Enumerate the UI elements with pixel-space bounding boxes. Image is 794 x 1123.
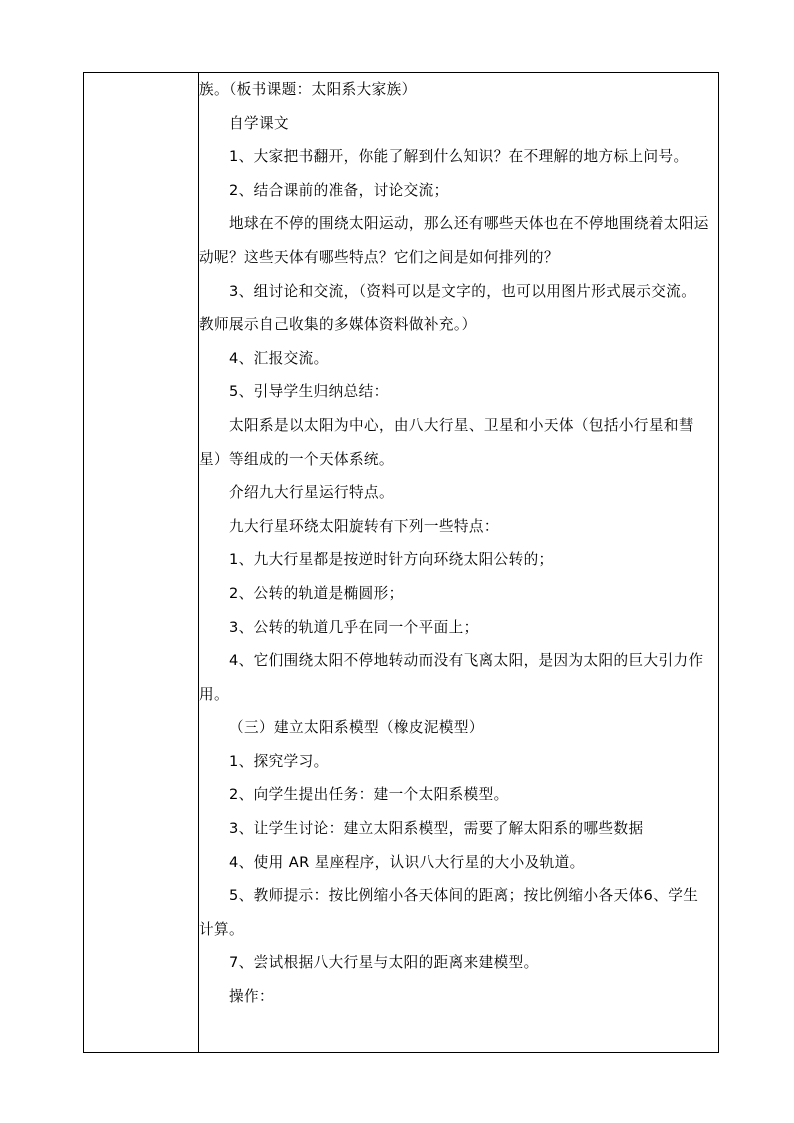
- paragraph-17: 2、向学生提出任务：建一个太阳系模型。: [229, 786, 509, 804]
- paragraph-19: 4、使用 AR 星座程序，认识八大行星的大小及轨道。: [229, 853, 585, 871]
- paragraph-15: （三）建立太阳系模型（橡皮泥模型）: [229, 719, 484, 737]
- paragraph-14: 4、它们围绕太阳不停地转动而没有飞离太阳，是因为太阳的巨大引力作用。: [199, 652, 704, 703]
- paragraph-16: 1、探究学习。: [229, 752, 329, 770]
- content-cell: [199, 73, 718, 1052]
- paragraph-18: 3、让学生讨论：建立太阳系模型，需要了解太阳系的哪些数据: [229, 820, 644, 838]
- paragraph-12: 2、公转的轨道是椭圆形；: [229, 584, 404, 602]
- paragraph-13: 3、公转的轨道几乎在同一个平面上；: [229, 618, 479, 636]
- paragraph-8: 太阳系是以太阳为中心，由八大行星、卫星和小天体（包括小行星和彗星）等组成的一个天体系统。: [199, 416, 694, 468]
- paragraph-5: 3、组讨论和交流，（资料可以是文字的，也可以用图片形式展示交流。教师展示自己收集的多媒体资料做补充。）: [199, 282, 697, 334]
- content-block: [199, 73, 714, 1014]
- paragraph-6: 4、汇报交流。: [229, 349, 329, 367]
- paragraph-0: 族。（板书课题：太阳系大家族）: [199, 81, 417, 98]
- paragraph-4: 地球在不停的围绕太阳运动，那么还有哪些天体也在不停地围绕着太阳运动呢？这些天体有哪些特点？它们之间是如何排列的？: [199, 215, 709, 266]
- paragraph-22: 操作：: [229, 988, 274, 1006]
- paragraph-21: 7、尝试根据八大行星与太阳的距离来建模型。: [229, 954, 539, 972]
- paragraph-9: 介绍九大行星运行特点。: [229, 484, 394, 502]
- paragraph-7: 5、引导学生归纳总结：: [229, 383, 389, 401]
- paragraph-20: 5、教师提示：按比例缩小各天体间的距离；按比例缩小各天体6、学生计算。: [199, 887, 699, 938]
- paragraph-1: 自学课文: [229, 114, 289, 132]
- left-column-cell: [84, 73, 199, 1052]
- paragraph-3: 2、结合课前的准备，讨论交流；: [229, 181, 449, 199]
- paragraph-10: 九大行星环绕太阳旋转有下列一些特点：: [229, 517, 499, 535]
- paragraph-2: 1、大家把书翻开，你能了解到什么知识？在不理解的地方标上问号。: [229, 148, 689, 166]
- lesson-table: [83, 72, 719, 1053]
- paragraph-11: 1、九大行星都是按逆时针方向环绕太阳公转的；: [229, 551, 554, 569]
